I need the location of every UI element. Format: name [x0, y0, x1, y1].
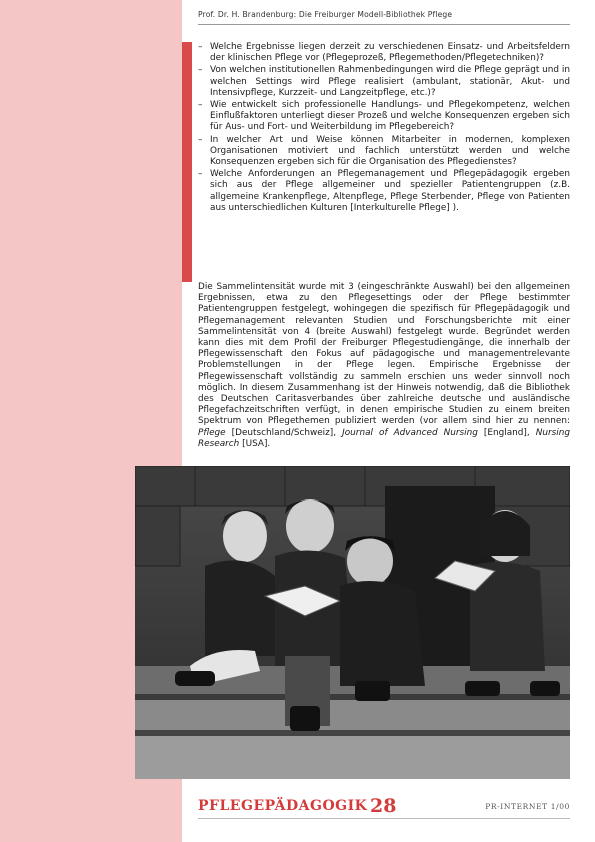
issue-label: PR-INTERNET 1/00 [485, 802, 570, 811]
body-paragraph: Die Sammelintensität wurde mit 3 (eingeschränkte Auswahl) bei den allgemeinen Ergebnissen, etwa zu den Pflegesettings oder der Pflege bestimmter Patientengruppen festgelegt, wohingegen die spezifisch für Pflegepädagogik und Pflegemanagement relevanten Studien und Forschungsberichte mit einer Sammelintensität von 4 (breite Auswahl) festgelegt wurde. Begründet werden kann dies mit dem Profil der Freiburger Pflegestudiengänge, die innerhalb der Pflegewissenschaft den Fokus auf pädagogische und managementrelevante Problemstellungen in der Pflege legen. Empirische Ergebnisse der Pflegewissenschaft vollständig zu sammeln erschien uns weder sinnvoll noch möglich. In diesem Zusammenhang ist der Hinweis notwendig, daß die Bibliothek des Deutschen Caritasverbandes über zahlreiche deutsche und ausländische Pflegefachzeitschriften verfügt, in denen empirische Studien zu einem breiten Spektrum von Pflegethemen publiziert werden (vor allem sind hier zu nennen: Pflege [Deutschland/Schweiz], Journal of Advanced Nursing [England], Nursing Research [USA]. [198, 282, 570, 449]
list-item: – Welche Ergebnisse liegen derzeit zu verschiedenen Einsatz- und Arbeitsfeldern der klinischen Pflege vor (Pflegeprozeß, Pflegemethoden/Pflegetechniken)? [198, 42, 570, 64]
journal-name: Journal of Advanced Nursing [342, 427, 478, 438]
children-reading-photo [135, 466, 570, 779]
list-item: – Wie entwickelt sich professionelle Handlungs- und Pflegekompetenz, welchen Einflußfaktoren unterliegt dieser Prozeß und welche Konsequenzen ergeben sich für Aus- und Fort- und Weiterbildung im Pflegebereich? [198, 100, 570, 133]
page-number: 28 [370, 795, 397, 817]
header-rule [198, 24, 570, 25]
footer-rule [198, 818, 570, 819]
list-item: – In welcher Art und Weise können Mitarbeiter in modernen, komplexen Organisationen motiviert und fachlich unterstützt werden und welche Konsequenzen ergeben sich für die Organisation des Pflegedienstes? [198, 134, 570, 168]
list-item: – Welche Anforderungen an Pflegemanagement und Pflegepädagogik ergeben sich aus der Pflege allgemeiner und spezieller Patientengruppen (z.B. allgemeine Krankenpflege, Altenpflege, Pflege Sterbender, Pflege von Patienten aus unterschiedlichen Kulturen [Interkulturelle Pflege] ). [198, 169, 570, 213]
list-item: – Von welchen institutionellen Rahmenbedingungen wird die Pflege geprägt und in welchen Settings wird Pflege realisiert (ambulant, stationär, Akut- und Intensivpflege, Kurzzeit- und Langzeitpflege, etc.)? [198, 65, 570, 98]
photo-illustration [135, 466, 570, 779]
journal-name: Pflege [198, 427, 226, 438]
journal-name: Nursing Research [198, 427, 570, 449]
question-list [198, 42, 570, 215]
accent-bar [182, 42, 192, 282]
running-header: Prof. Dr. H. Brandenburg: Die Freiburger Modell-Bibliothek Pflege [198, 10, 453, 19]
magazine-title: PFLEGEPÄDAGOGIK [198, 798, 368, 814]
